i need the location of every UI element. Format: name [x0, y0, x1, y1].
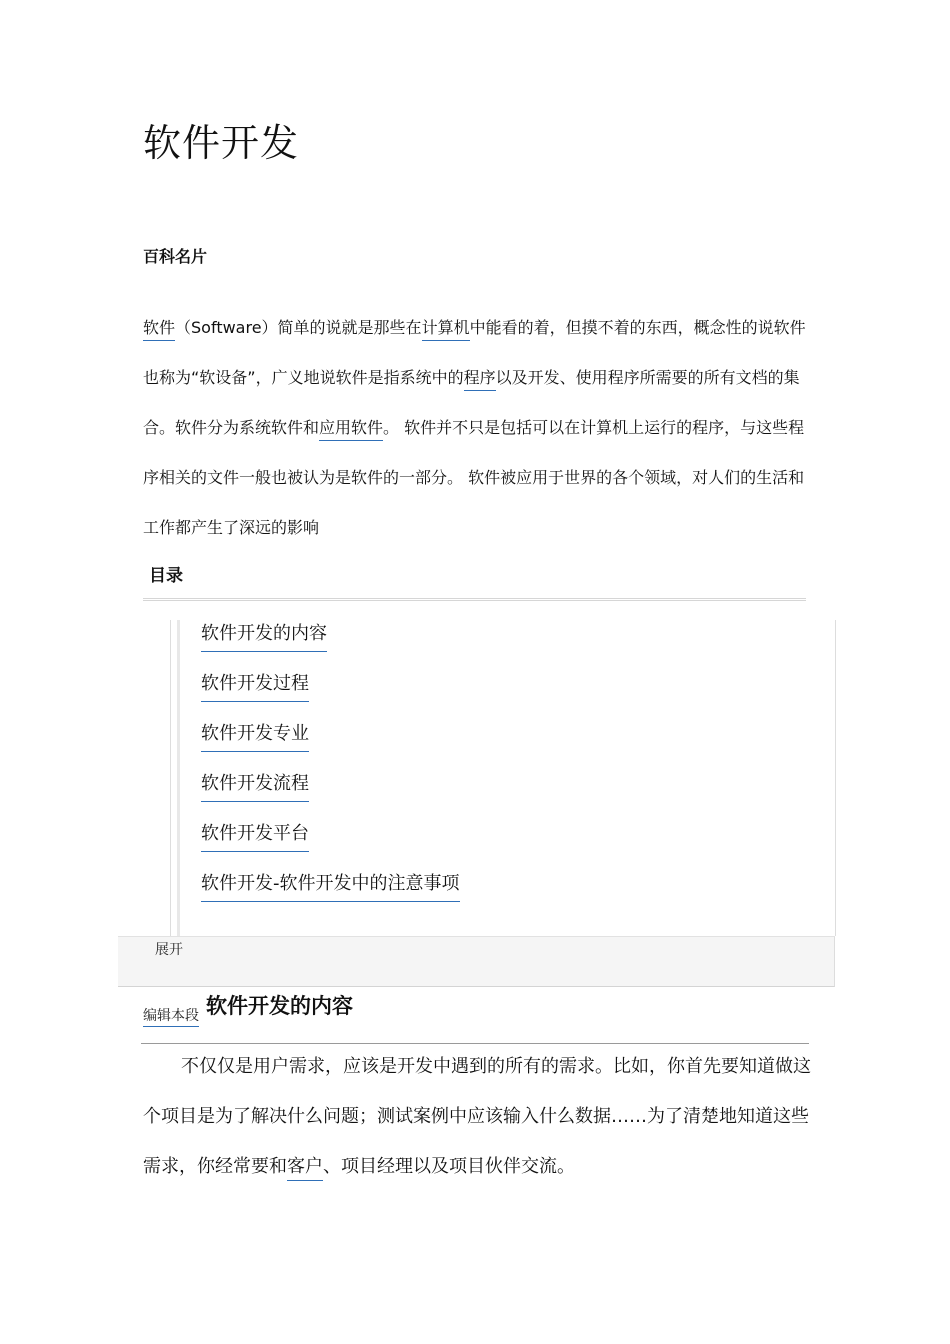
link-program[interactable]: 程序 — [464, 368, 496, 391]
card-label: 百科名片 — [143, 247, 208, 266]
toc-expand-button[interactable]: 展开 — [155, 942, 183, 958]
toc-list — [201, 620, 460, 920]
toc-item — [201, 720, 460, 770]
intro-text-3: 中能看的着，但摸不着的东西，概念性的说软件也称为“软设备”，广义地说软件是指系统中的 — [143, 318, 806, 387]
section-text-1: 不仅仅是用户需求，应该是开发中遇到的所有的需求。比如，你首先要知道做这个项目是为了解决什么问题；测试案例中应该输入什么数据……为了清楚地知道这些需求，你经常要和 — [143, 1056, 811, 1177]
page-title: 软件开发 — [143, 121, 300, 165]
section-paragraph — [143, 1042, 811, 1192]
intro-text-4: 以及开发、使用程序所需要的所有文档的集合。软件分为系统软件和 — [143, 368, 800, 437]
toc-link-notes[interactable]: 软件开发-软件开发中的注意事项 — [201, 870, 460, 902]
link-computer[interactable]: 计算机 — [422, 318, 470, 341]
toc-item — [201, 770, 460, 820]
link-client[interactable]: 客户 — [287, 1156, 323, 1181]
toc-expand-bar — [118, 936, 835, 987]
link-application-software[interactable]: 应用软件 — [319, 418, 383, 441]
toc-title: 目录 — [149, 566, 183, 586]
toc-item — [201, 620, 460, 670]
edit-section-link[interactable]: 编辑本段 — [143, 1005, 199, 1027]
toc-item — [201, 870, 460, 920]
toc-item — [201, 820, 460, 870]
toc-link-platform[interactable]: 软件开发平台 — [201, 820, 309, 852]
toc-link-major[interactable]: 软件开发专业 — [201, 720, 309, 752]
toc-link-process[interactable]: 软件开发过程 — [201, 670, 309, 702]
toc-link-flow[interactable]: 软件开发流程 — [201, 770, 309, 802]
section-heading: 软件开发的内容 — [206, 994, 353, 1018]
toc-rail — [177, 620, 180, 936]
intro-text-5: 。 软件并不只是包括可以在计算机上运行的程序，与这些程序相关的文件一般也被认为是软件的一部分。 软件被应用于世界的各个领域，对人们的生活和工作都产生了深远的影响 — [143, 418, 805, 537]
section-text-2: 、项目经理以及项目伙伴交流。 — [323, 1156, 575, 1177]
intro-paragraph — [143, 303, 809, 553]
toc-item — [201, 670, 460, 720]
link-software[interactable]: 软件 — [143, 318, 175, 341]
toc-link-content[interactable]: 软件开发的内容 — [201, 620, 327, 652]
intro-text-2: （Software）简单的说就是那些在 — [175, 318, 422, 337]
toc-divider — [143, 598, 806, 601]
